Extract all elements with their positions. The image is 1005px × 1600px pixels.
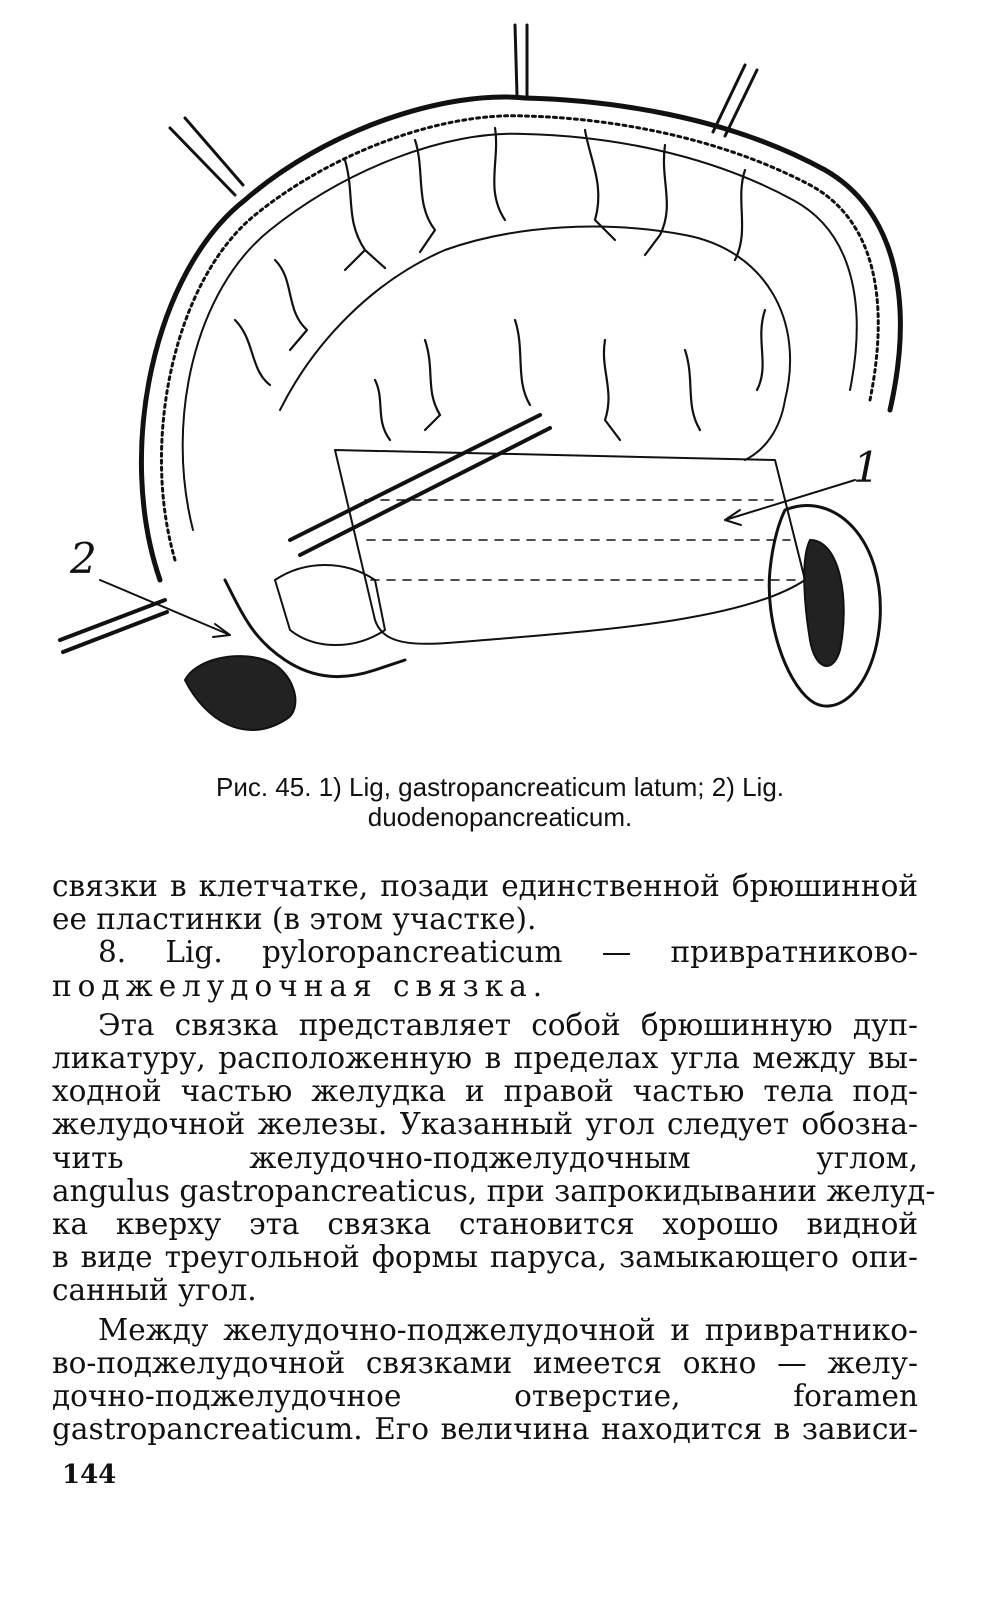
text-line-16: дочно-поджелудочное отверстие, foramen bbox=[52, 1379, 918, 1414]
text-line-4: поджелудочная связка. bbox=[52, 968, 549, 1003]
figure-label-1: 1 bbox=[853, 443, 880, 492]
text-line-8: желудочной железы. Указанный угол следует обозна- bbox=[52, 1107, 918, 1142]
page-number: 144 bbox=[62, 1460, 117, 1490]
body-text bbox=[52, 869, 936, 1447]
text-line-9: чить желудочно-поджелудочным углом, bbox=[52, 1140, 918, 1175]
text-line-11: ка кверху эта связка становится хорошо видной bbox=[52, 1207, 918, 1242]
text-line-12: в виде треугольной формы паруса, замыкающего опи- bbox=[52, 1240, 918, 1275]
text-line-3: 8. Lig. pyloropancreaticum — привратниково- bbox=[98, 935, 918, 970]
text-line-7: ходной частью желудка и правой частью тела под- bbox=[52, 1074, 918, 1109]
text-line-6: ликатуру, расположенную в пределах угла между вы- bbox=[52, 1041, 918, 1076]
text-line-1: связки в клетчатке, позади единственной брюшинной bbox=[52, 869, 918, 903]
text-line-5: Эта связка представляет собой брюшинную дуп- bbox=[98, 1007, 918, 1042]
caption-line-2: duodenopancreaticum. bbox=[367, 802, 633, 832]
text-line-15: во-поджелудочной связками имеется окно — желу- bbox=[52, 1345, 918, 1380]
text-line-13: санный угол. bbox=[52, 1273, 257, 1308]
text-line-10: angulus gastropancreaticus, при запрокидывании желуд- bbox=[52, 1173, 936, 1208]
anatomical-figure bbox=[45, 20, 945, 765]
text-line-17: gastropancreaticum. Его величина находится в зависи- bbox=[52, 1412, 918, 1447]
text-line-2: ее пластинки (в этом участке). bbox=[52, 902, 537, 937]
figure-label-2: 2 bbox=[70, 534, 97, 583]
text-line-14: Между желудочно-поджелудочной и привратнико- bbox=[98, 1312, 918, 1347]
figure-caption bbox=[100, 772, 900, 832]
caption-line-1: Рис. 45. 1) Lig, gastropancreaticum latum; 2) Lig. bbox=[215, 772, 784, 802]
